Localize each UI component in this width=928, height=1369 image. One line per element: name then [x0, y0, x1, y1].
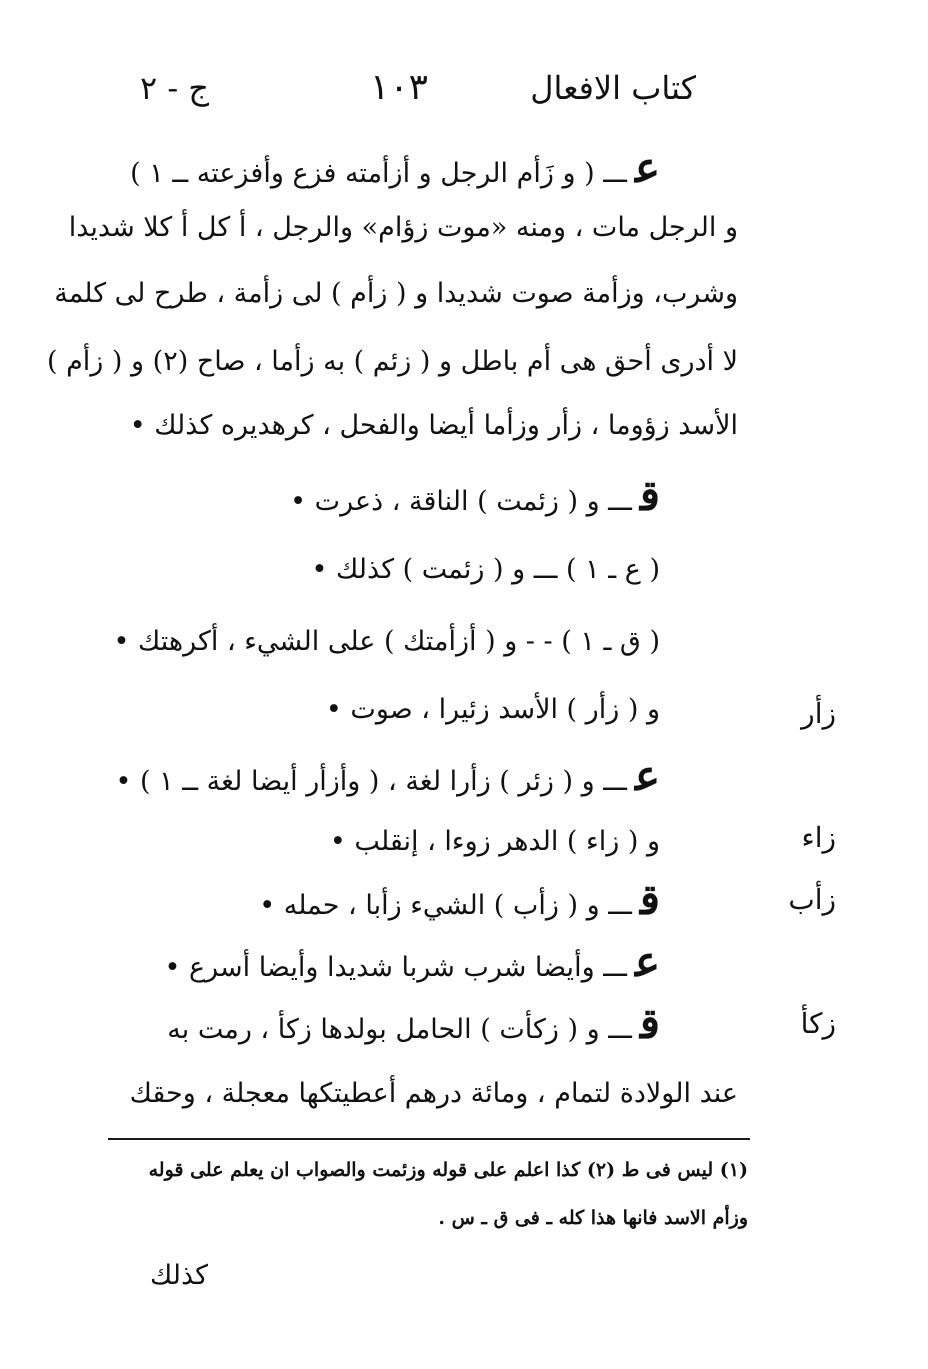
footnote-line: (١) ليس فى ط (٢) كذا اعلم على قوله وزئمت والصواب ان يعلم على قوله: [148, 1159, 748, 1181]
text-line: عند الولادة لتمام ، ومائة درهم أعطيتكها معجلة ، وحقك: [129, 1078, 738, 1109]
text-line: لا أدرى أحق هى أم باطل و ( زئم ) به زأما ، صاح (٢) و ( زأم ): [46, 346, 738, 377]
text-line: ( ع ـ ١ ) ـــ و ( زئمت ) كذلك •: [311, 554, 660, 585]
text-line: قـــ و ( زأب ) الشيء زأبا ، حمله •: [259, 875, 660, 924]
text-line: عـــ ( و زَأم الرجل و أزأمته فزع وأفزعته ــ ١ ): [130, 143, 660, 192]
margin-headword: زكأ: [800, 1007, 836, 1040]
text-line: وشرب، وزأمة صوت شديدا و ( زأم ) لى زأمة ، طرح لى كلمة: [54, 278, 738, 309]
section-marker: ق: [639, 875, 660, 924]
text-line: عـــ و ( زئر ) زأرا لغة ، ( وأزأر أيضا لغة ــ ١ ) •: [115, 751, 660, 800]
section-marker: ق: [639, 471, 660, 520]
text-line: و الرجل مات ، ومنه «موت زؤام» والرجل ، أ كل أ كلا شديدا: [68, 212, 738, 243]
margin-headword: زأر: [801, 697, 836, 730]
text-line: قـــ و ( زئمت ) الناقة ، ذعرت •: [290, 471, 660, 520]
text-line: و ( زأر ) الأسد زئيرا ، صوت •: [325, 694, 660, 725]
margin-headword: زأب: [788, 883, 836, 916]
catchword: كذلك: [150, 1260, 209, 1291]
section-marker: ع: [634, 937, 660, 986]
text-line: قـــ و ( زكأت ) الحامل بولدها زكأ ، رمت به: [167, 999, 660, 1048]
section-marker: ع: [634, 143, 660, 192]
footnote-line: وزأم الاسد فانها هذا كله ـ فى ق ـ س .: [438, 1207, 748, 1229]
margin-headword: زاء: [801, 821, 836, 854]
running-title: كتاب الافعال: [530, 69, 696, 107]
text-line: عـــ وأيضا شرب شربا شديدا وأيضا أسرع •: [164, 937, 660, 986]
text-line: ( ق ـ ١ ) - - و ( أزأمتك ) على الشيء ، أكرهتك •: [113, 626, 660, 657]
section-marker: ع: [634, 751, 660, 800]
section-marker: ق: [639, 999, 660, 1048]
text-line: الأسد زؤوما ، زأر وزأما أيضا والفحل ، كرهديره كذلك •: [129, 410, 738, 441]
page-number: ١٠٣: [370, 67, 429, 108]
text-line: و ( زاء ) الدهر زوءا ، إنقلب •: [329, 826, 660, 857]
volume-label: ج - ٢: [140, 69, 209, 107]
footnote-divider: [108, 1138, 750, 1140]
